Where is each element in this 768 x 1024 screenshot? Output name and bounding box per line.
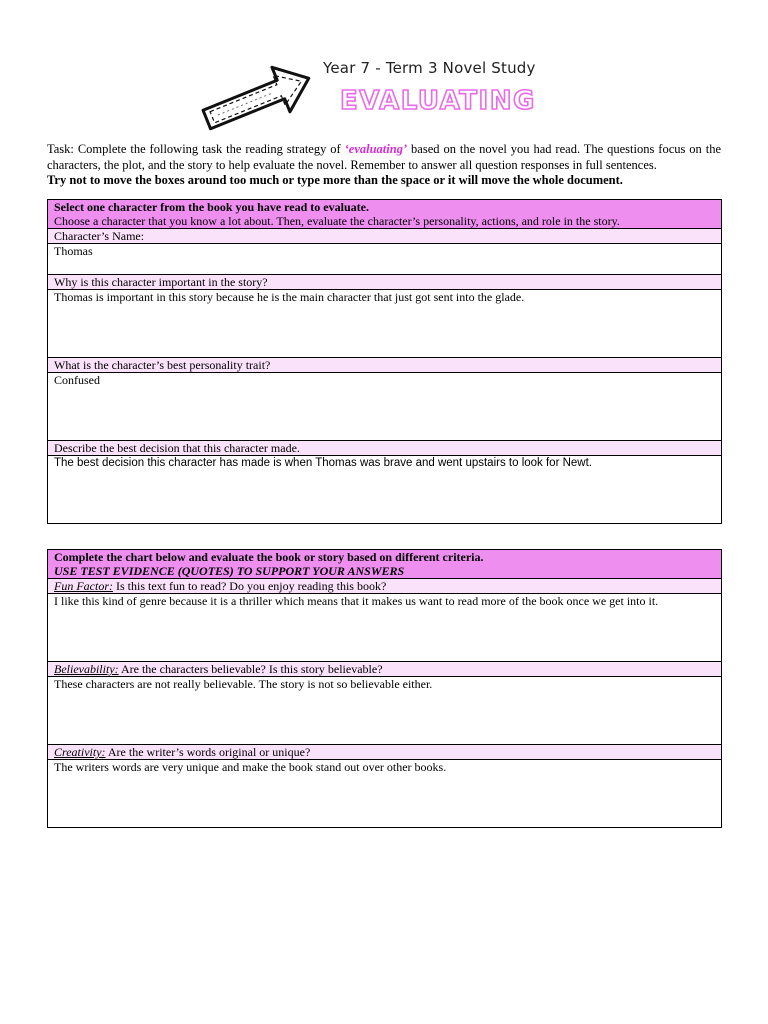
header-title: Year 7 - Term 3 Novel Study xyxy=(323,59,536,77)
header-subtitle: EVALUATING xyxy=(340,86,536,116)
task-bold-note: Try not to move the boxes around too much or type more than the space or it will move the whole document. xyxy=(47,173,623,187)
question-personality-trait: What is the character’s best personality trait? xyxy=(48,358,722,373)
answer-personality-trait[interactable]: Confused xyxy=(48,373,722,441)
task-text-part2: based on the novel you had read. The questions focus on the characters, the plot, and the story to help evaluate the novel. Remember to answer all question responses in full sentences. xyxy=(47,142,721,172)
page-header xyxy=(195,52,575,134)
character-table-header xyxy=(48,200,722,229)
criteria-table xyxy=(47,549,722,828)
answer-best-decision[interactable]: The best decision this character has made is when Thomas was brave and went upstairs to look for Newt. xyxy=(48,456,722,524)
task-text-part1: Task: Complete the following task the reading strategy of xyxy=(47,142,345,156)
fun-factor-label: Fun Factor: xyxy=(54,579,113,593)
criteria-table-header xyxy=(48,550,722,579)
answer-creativity[interactable]: The writers words are very unique and make the book stand out over other books. xyxy=(48,760,722,828)
creativity-label: Creativity: xyxy=(54,745,106,759)
criteria-header-line2: USE TEST EVIDENCE (QUOTES) TO SUPPORT YOUR ANSWERS xyxy=(54,564,405,578)
character-header-line1: Select one character from the book you have read to evaluate. xyxy=(54,200,369,214)
fun-factor-question: Is this text fun to read? Do you enjoy reading this book? xyxy=(113,579,387,593)
believability-label: Believability: xyxy=(54,662,119,676)
question-fun-factor xyxy=(48,579,722,594)
question-believability xyxy=(48,662,722,677)
question-creativity xyxy=(48,745,722,760)
character-name-value[interactable]: Thomas xyxy=(48,244,722,275)
answer-believability[interactable]: These characters are not really believable. The story is not so believable either. xyxy=(48,677,722,745)
answer-importance[interactable]: Thomas is important in this story because he is the main character that just got sent into the glade. xyxy=(48,290,722,358)
character-table xyxy=(47,199,722,524)
task-instructions xyxy=(47,142,721,189)
question-best-decision: Describe the best decision that this character made. xyxy=(48,441,722,456)
character-name-label: Character’s Name: xyxy=(48,229,722,244)
creativity-question: Are the writer’s words original or unique? xyxy=(105,745,311,759)
answer-fun-factor[interactable]: I like this kind of genre because it is a thriller which means that it makes us want to read more of the book once we get into it. xyxy=(48,594,722,662)
arrow-icon xyxy=(195,62,320,132)
believability-question: Are the characters believable? Is this story believable? xyxy=(118,662,383,676)
character-header-line2: Choose a character that you know a lot about. Then, evaluate the character’s personality, actions, and role in the story. xyxy=(54,214,620,228)
task-emphasis: ‘evaluating’ xyxy=(344,142,408,156)
criteria-header-line1: Complete the chart below and evaluate the book or story based on different criteria. xyxy=(54,550,484,564)
question-importance: Why is this character important in the story? xyxy=(48,275,722,290)
